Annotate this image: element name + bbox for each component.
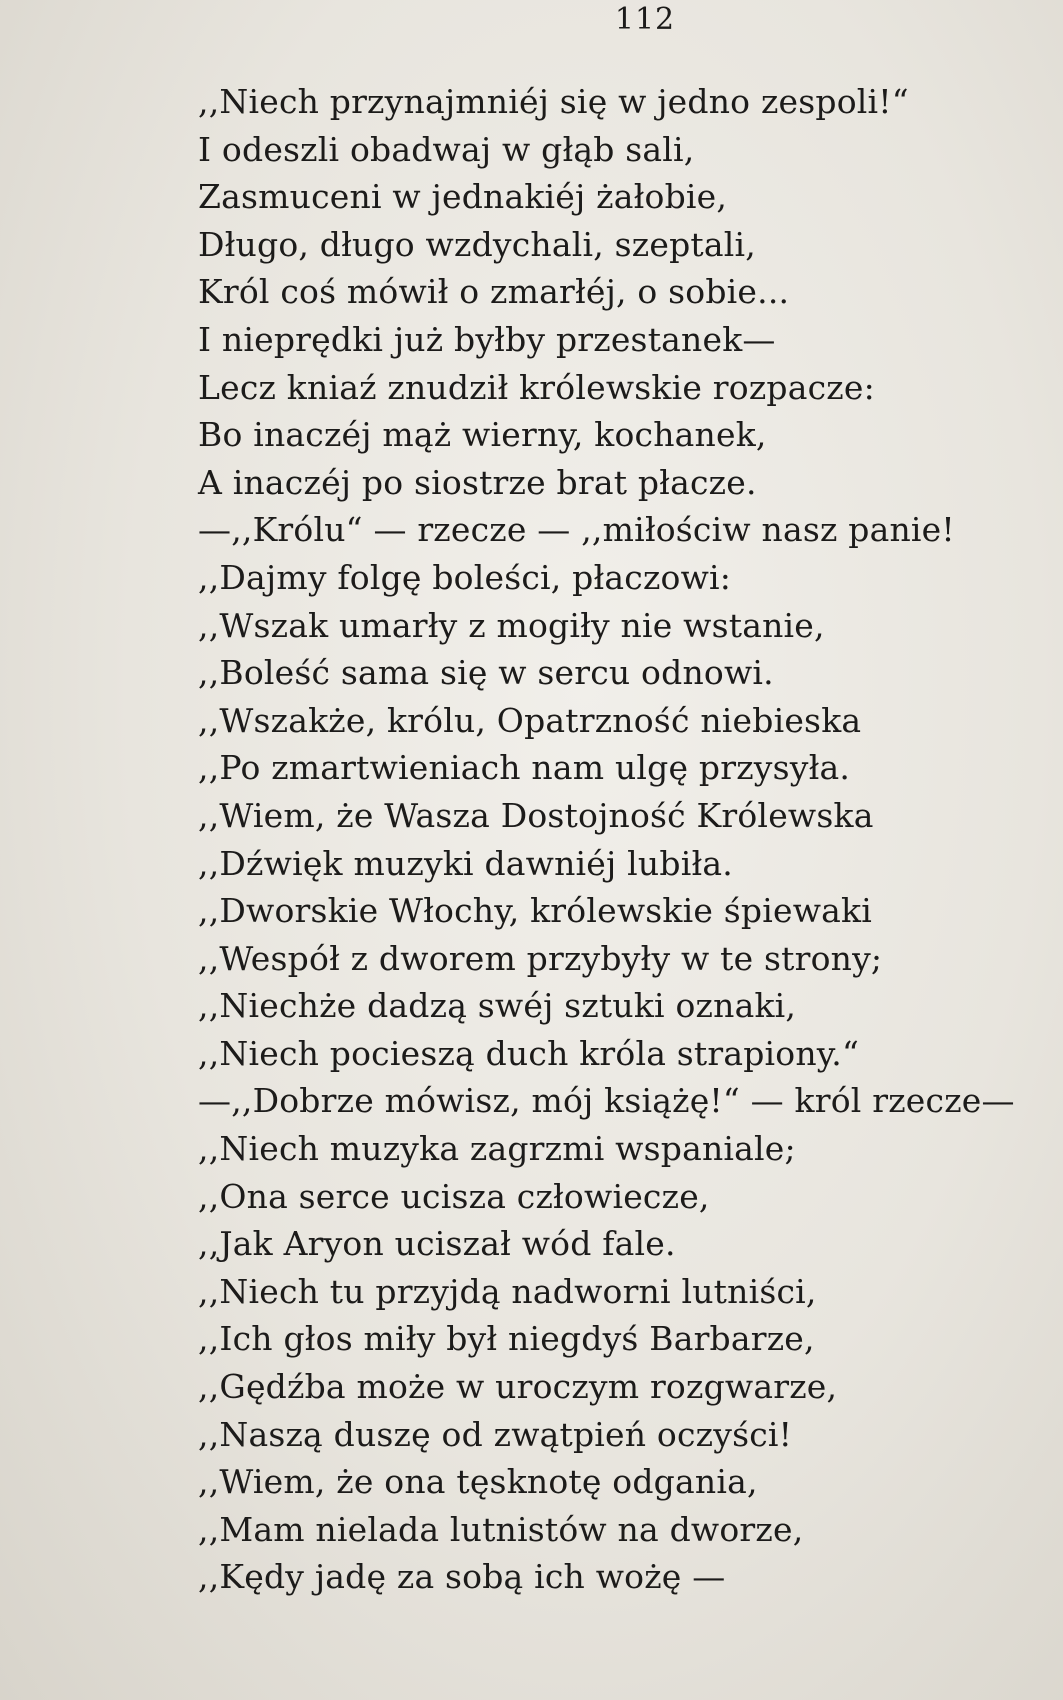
verse-line-17: ,,Dźwięk muzyki dawniéj lubiła.: [198, 843, 733, 883]
verse-line-9: A inaczéj po siostrze brat płacze.: [198, 462, 757, 502]
verse-line-5: Król coś mówił o zmarłéj, o sobie...: [198, 272, 790, 312]
verse-line-15: ,,Po zmartwieniach nam ulgę przysyła.: [198, 748, 851, 788]
verse-line-29: ,,Naszą duszę od zwątpień oczyści!: [198, 1414, 793, 1454]
verse-line-19: ,,Wespół z dworem przybyły w te strony;: [198, 938, 883, 978]
poem-text: [198, 78, 1058, 1601]
verse-line-30: ,,Wiem, że ona tęsknotę odgania,: [198, 1462, 758, 1502]
verse-line-28: ,,Gędźba może w uroczym rozgwarze,: [198, 1367, 838, 1407]
verse-line-27: ,,Ich głos miły był niegdyś Barbarze,: [198, 1319, 815, 1359]
verse-line-18: ,,Dworskie Włochy, królewskie śpiewaki: [198, 891, 872, 931]
verse-line-7: Lecz kniaź znudził królewskie rozpacze:: [198, 367, 875, 407]
verse-line-20: ,,Niechże dadzą swéj sztuki oznaki,: [198, 986, 797, 1026]
page-number: 112: [614, 2, 676, 37]
verse-line-6: I nieprędki już byłby przestanek—: [198, 319, 776, 359]
verse-line-32: ,,Kędy jadę za sobą ich wożę —: [198, 1557, 726, 1597]
verse-line-22: —,,Dobrze mówisz, mój książę!“ — król rzecze—: [198, 1081, 1015, 1121]
verse-line-8: Bo inaczéj mąż wierny, kochanek,: [198, 415, 767, 455]
verse-line-21: ,,Niech pocieszą duch króla strapiony.“: [198, 1033, 860, 1073]
verse-line-16: ,,Wiem, że Wasza Dostojność Królewska: [198, 795, 874, 835]
verse-line-14: ,,Wszakże, królu, Opatrzność niebieska: [198, 700, 862, 740]
verse-line-24: ,,Ona serce ucisza człowiecze,: [198, 1176, 710, 1216]
verse-line-31: ,,Mam nielada lutnistów na dworze,: [198, 1509, 804, 1549]
verse-line-4: Długo, długo wzdychali, szeptali,: [198, 224, 756, 264]
verse-line-2: I odeszli obadwaj w głąb sali,: [198, 129, 695, 169]
verse-line-13: ,,Boleść sama się w sercu odnowi.: [198, 653, 774, 693]
verse-line-11: ,,Dajmy folgę boleści, płaczowi:: [198, 557, 732, 597]
verse-line-25: ,,Jak Aryon uciszał wód fale.: [198, 1224, 676, 1264]
verse-line-26: ,,Niech tu przyjdą nadworni lutniści,: [198, 1271, 817, 1311]
verse-line-12: ,,Wszak umarły z mogiły nie wstanie,: [198, 605, 825, 645]
verse-line-10: —,,Królu“ — rzecze — ,,miłościw nasz panie!: [198, 510, 955, 550]
verse-line-23: ,,Niech muzyka zagrzmi wspaniale;: [198, 1129, 796, 1169]
verse-line-3: Zasmuceni w jednakiéj żałobie,: [198, 177, 728, 217]
verse-line-1: ,,Niech przynajmniéj się w jedno zespoli!“: [198, 82, 909, 121]
